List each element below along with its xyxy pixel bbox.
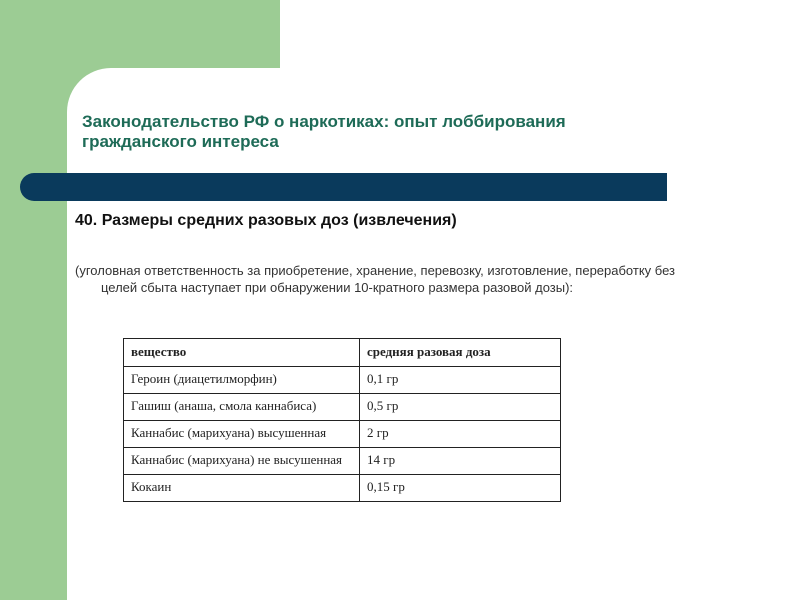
- table-cell-dose: 0,15 гр: [360, 475, 561, 502]
- section-heading: 40. Размеры средних разовых доз (извлечения): [75, 212, 457, 229]
- substance-name: Каннабис (марихуана) высушенная: [131, 425, 327, 440]
- section-note: (уголовная ответственность за приобретение, хранение, перевозку, изготовление, переработку без целей сбыта наступает при обнаружении 10-кратного размера разовой дозы):: [75, 263, 675, 295]
- table-cell-substance: [124, 475, 360, 502]
- table-cell-substance: [124, 394, 360, 421]
- table-row: [124, 421, 561, 448]
- slide-title: Законодательство РФ о наркотиках: опыт лоббирования гражданского интереса: [82, 112, 566, 151]
- table-row: [124, 448, 561, 475]
- substance-name: Гашиш (анаша, смола каннабиса): [131, 398, 317, 413]
- table-cell-dose: 14 гр: [360, 448, 561, 475]
- table-cell-substance: [124, 448, 360, 475]
- table-cell-dose: 0,5 гр: [360, 394, 561, 421]
- dose-table: [123, 338, 561, 502]
- table-cell-dose: 0,1 гр: [360, 367, 561, 394]
- table-cell-substance: [124, 367, 360, 394]
- title-divider-bar: [20, 173, 667, 201]
- table-cell-substance: [124, 421, 360, 448]
- table-row: [124, 367, 561, 394]
- table-header-row: [124, 339, 561, 367]
- substance-name: Героин (диацетилморфин): [131, 371, 277, 386]
- column-header-dose: средняя разовая доза: [360, 339, 561, 367]
- table-cell-dose: 2 гр: [360, 421, 561, 448]
- table-row: [124, 475, 561, 502]
- table-row: [124, 394, 561, 421]
- substance-name: Каннабис (марихуана) не высушенная: [131, 452, 343, 467]
- column-header-substance: вещество: [124, 339, 360, 367]
- substance-name: Кокаин: [131, 479, 172, 494]
